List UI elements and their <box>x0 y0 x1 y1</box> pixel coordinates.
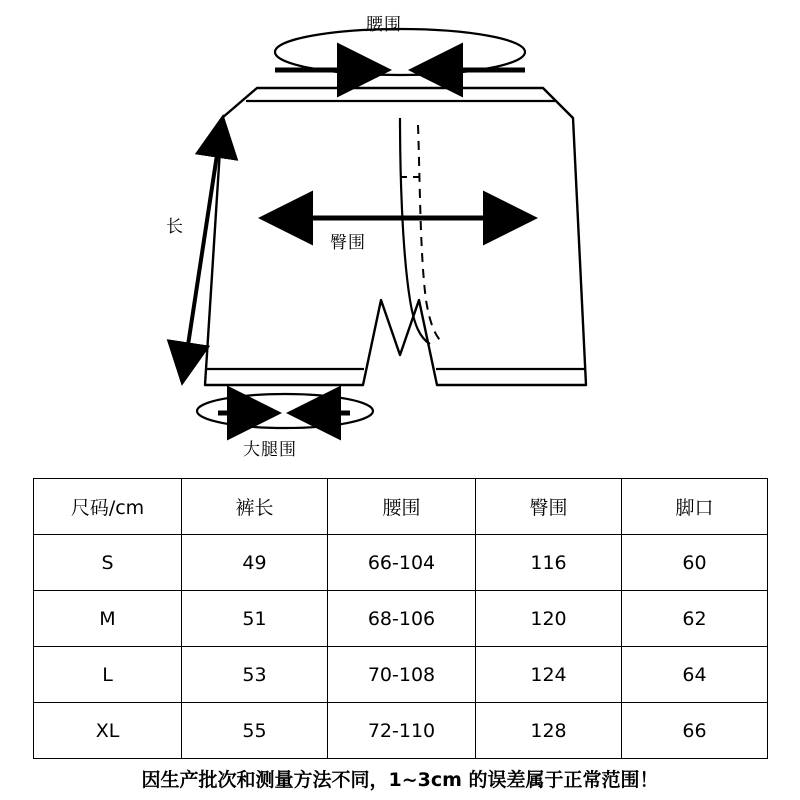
cell-size: L <box>34 647 182 703</box>
cell-size: M <box>34 591 182 647</box>
column-header-hem: 脚口 <box>622 479 768 535</box>
cell-hip: 116 <box>476 535 622 591</box>
cell-waist: 66-104 <box>328 535 476 591</box>
size-table <box>33 478 768 759</box>
cell-hip: 120 <box>476 591 622 647</box>
shorts-outline <box>205 88 586 385</box>
hip-label: 臀围 <box>330 233 366 253</box>
cell-length: 55 <box>182 703 328 759</box>
cell-waist: 68-106 <box>328 591 476 647</box>
column-header-waist: 腰围 <box>328 479 476 535</box>
table-row <box>34 647 768 703</box>
cell-hem: 60 <box>622 535 768 591</box>
column-header-size: 尺码/cm <box>34 479 182 535</box>
table-header-row <box>34 479 768 535</box>
cell-hip: 124 <box>476 647 622 703</box>
cell-hem: 66 <box>622 703 768 759</box>
tolerance-note: 因生产批次和测量方法不同，1~3cm 的误差属于正常范围！ <box>141 769 659 791</box>
table-row <box>34 703 768 759</box>
cell-waist: 70-108 <box>328 647 476 703</box>
cell-length: 53 <box>182 647 328 703</box>
length-label: 长 <box>166 217 184 237</box>
cell-length: 49 <box>182 535 328 591</box>
waist-label: 腰围 <box>366 15 402 35</box>
table-row <box>34 591 768 647</box>
cell-waist: 72-110 <box>328 703 476 759</box>
cell-size: S <box>34 535 182 591</box>
column-header-length: 裤长 <box>182 479 328 535</box>
table-row <box>34 535 768 591</box>
cell-hem: 62 <box>622 591 768 647</box>
cell-hip: 128 <box>476 703 622 759</box>
cell-size: XL <box>34 703 182 759</box>
cell-hem: 64 <box>622 647 768 703</box>
cell-length: 51 <box>182 591 328 647</box>
thigh-label: 大腿围 <box>243 440 297 460</box>
column-header-hip: 臀围 <box>476 479 622 535</box>
